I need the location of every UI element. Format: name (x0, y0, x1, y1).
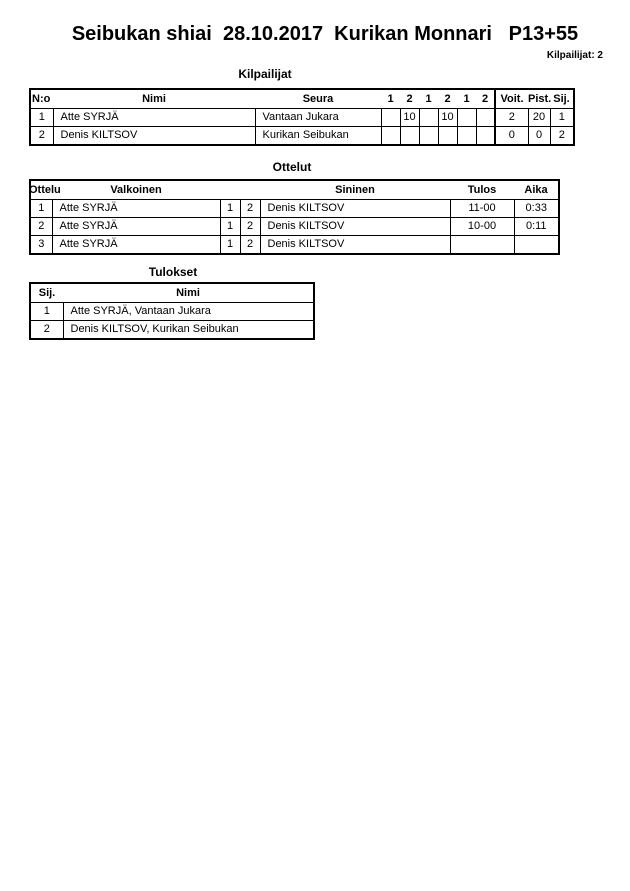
cell-time: 0:11 (514, 218, 559, 236)
cell-wins: 0 (495, 127, 528, 146)
col-header-club: Seura (255, 89, 381, 109)
match-row (30, 218, 559, 236)
competitor-row (30, 109, 574, 127)
col-header-name: Nimi (53, 89, 255, 109)
cell-rank: 1 (550, 109, 574, 127)
cell-result: 11-00 (450, 200, 514, 218)
competitors-header-row (30, 89, 574, 109)
cell-score-4 (438, 127, 457, 146)
cell-name: Denis KILTSOV (53, 127, 255, 146)
col-header-round-6: 2 (476, 89, 495, 109)
cell-score-2 (400, 127, 419, 146)
cell-blue-name: Denis KILTSOV (260, 200, 450, 218)
cell-white-name: Atte SYRJÄ (52, 200, 220, 218)
cell-rank: 1 (30, 303, 63, 321)
col-header-round-3: 1 (419, 89, 438, 109)
cell-name: Denis KILTSOV, Kurikan Seibukan (63, 321, 314, 340)
cell-white-no: 1 (220, 236, 240, 255)
cell-score-1 (381, 127, 400, 146)
cell-blue-no: 2 (240, 236, 260, 255)
result-row (30, 303, 314, 321)
competitor-count: Kilpailijat: 2 (546, 50, 603, 61)
cell-white-name: Atte SYRJÄ (52, 218, 220, 236)
col-header-round-4: 2 (438, 89, 457, 109)
cell-score-6 (476, 109, 495, 127)
cell-score-5 (457, 109, 476, 127)
matches-header-row (30, 180, 559, 200)
cell-result: 10-00 (450, 218, 514, 236)
col-header-round-2: 2 (400, 89, 419, 109)
match-row (30, 200, 559, 218)
cell-blue-no: 2 (240, 200, 260, 218)
col-header-no: N:o (30, 89, 53, 109)
col-header-wins: Voit. (495, 89, 528, 109)
cell-score-2: 10 (400, 109, 419, 127)
cell-blue-name: Denis KILTSOV (260, 236, 450, 255)
col-header-round-1: 1 (381, 89, 400, 109)
col-header-result: Tulos (450, 180, 514, 200)
cell-name: Atte SYRJÄ (53, 109, 255, 127)
section-title-competitors: Kilpailijat (238, 67, 292, 81)
cell-rank: 2 (550, 127, 574, 146)
col-header-blue: Sininen (260, 180, 450, 200)
match-row (30, 236, 559, 255)
cell-club: Vantaan Jukara (255, 109, 381, 127)
col-header-blue-no (240, 180, 260, 200)
cell-blue-no: 2 (240, 218, 260, 236)
cell-white-no: 1 (220, 200, 240, 218)
matches-table (29, 179, 560, 255)
cell-name: Atte SYRJÄ, Vantaan Jukara (63, 303, 314, 321)
cell-points: 20 (528, 109, 550, 127)
col-header-rank: Sij. (550, 89, 574, 109)
cell-white-no: 1 (220, 218, 240, 236)
col-header-name: Nimi (63, 283, 314, 303)
cell-time (514, 236, 559, 255)
cell-points: 0 (528, 127, 550, 146)
col-header-round-5: 1 (457, 89, 476, 109)
cell-match-no: 1 (30, 200, 52, 218)
cell-match-no: 3 (30, 236, 52, 255)
cell-score-4: 10 (438, 109, 457, 127)
col-header-white-no (220, 180, 240, 200)
cell-no: 2 (30, 127, 53, 146)
cell-no: 1 (30, 109, 53, 127)
cell-rank: 2 (30, 321, 63, 340)
col-header-points: Pist. (528, 89, 550, 109)
competitors-table (29, 88, 575, 146)
cell-score-6 (476, 127, 495, 146)
cell-result (450, 236, 514, 255)
col-header-rank: Sij. (30, 283, 63, 303)
section-title-results: Tulokset (148, 265, 198, 279)
cell-score-5 (457, 127, 476, 146)
section-title-matches: Ottelut (272, 160, 312, 174)
competitor-row (30, 127, 574, 146)
cell-blue-name: Denis KILTSOV (260, 218, 450, 236)
cell-white-name: Atte SYRJÄ (52, 236, 220, 255)
result-row (30, 321, 314, 340)
results-header-row (30, 283, 314, 303)
cell-score-3 (419, 127, 438, 146)
col-header-match: Ottelu (30, 180, 52, 200)
cell-wins: 2 (495, 109, 528, 127)
col-header-white: Valkoinen (52, 180, 220, 200)
cell-club: Kurikan Seibukan (255, 127, 381, 146)
tournament-title: Seibukan shiai 28.10.2017 Kurikan Monnari P13+55 (71, 23, 579, 45)
col-header-time: Aika (514, 180, 559, 200)
cell-score-3 (419, 109, 438, 127)
cell-time: 0:33 (514, 200, 559, 218)
results-table (29, 282, 315, 340)
cell-match-no: 2 (30, 218, 52, 236)
cell-score-1 (381, 109, 400, 127)
